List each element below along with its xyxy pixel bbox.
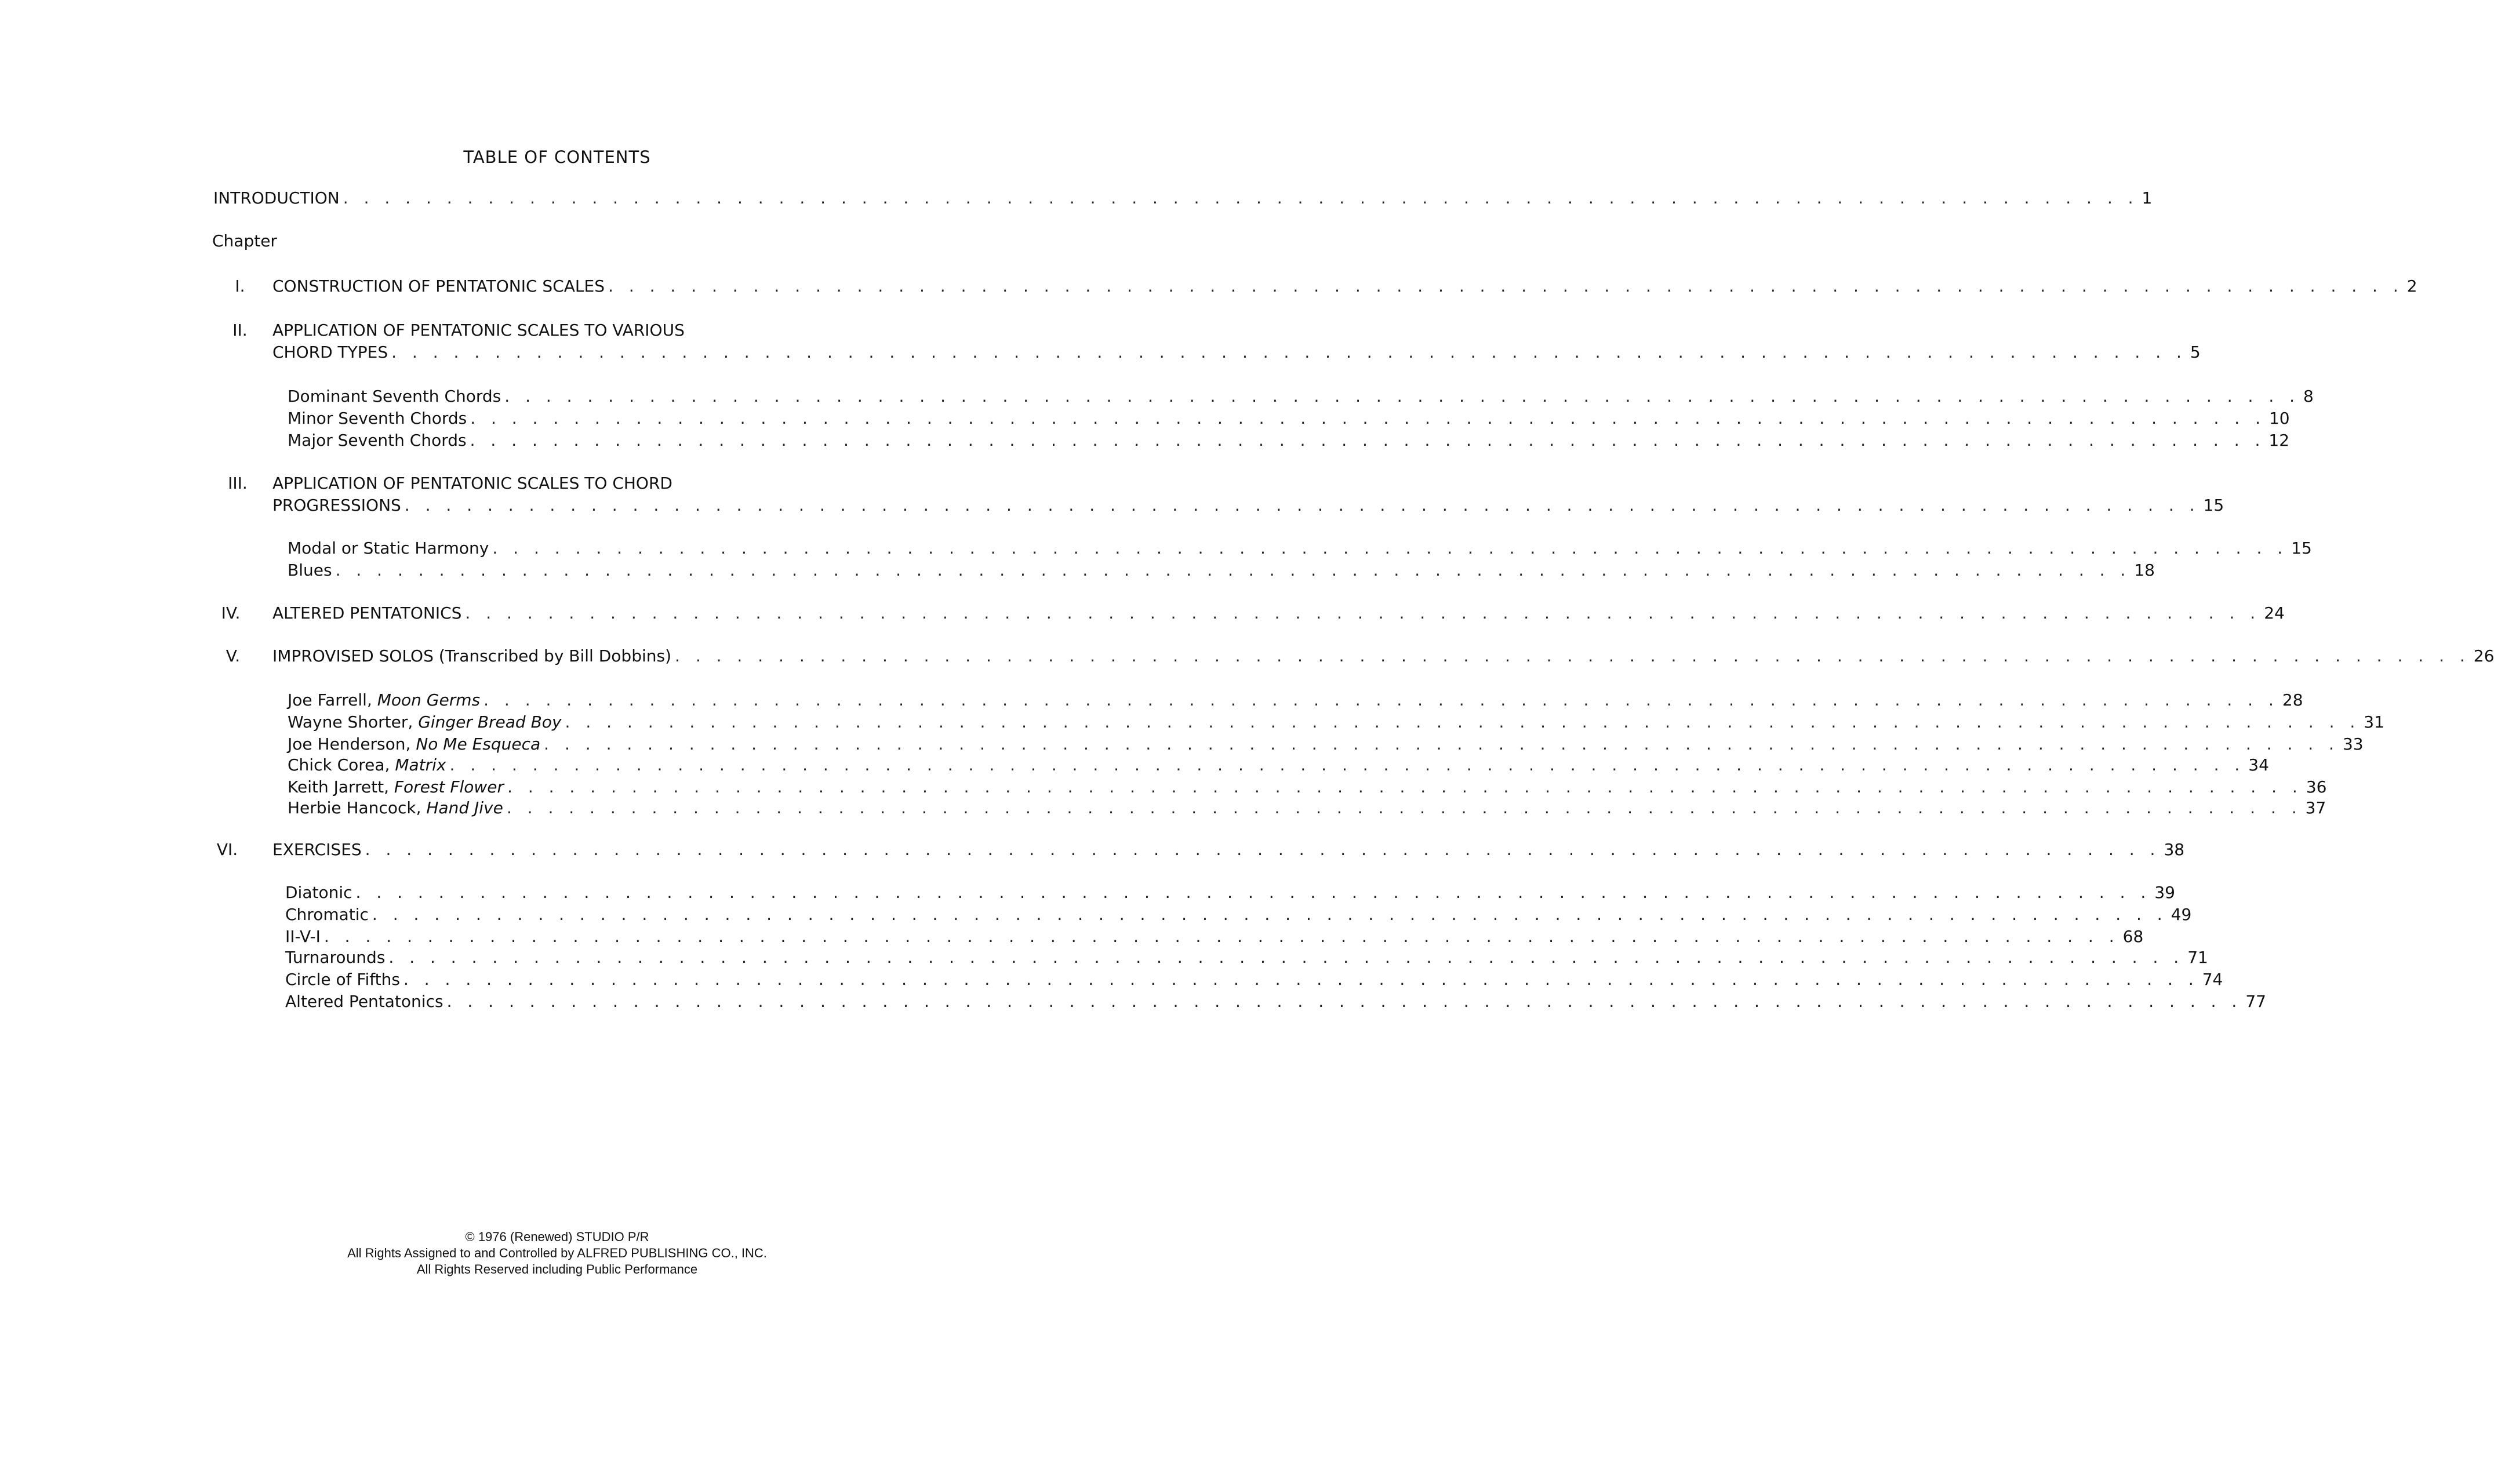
toc-solo-entry (288, 690, 2303, 711)
entry-page: 28 (2282, 690, 2303, 710)
entry-title: Major Seventh Chords (288, 431, 467, 450)
toc-subentry (288, 408, 2290, 429)
chapter-numeral: IV. (221, 603, 241, 623)
toc-subentry (288, 560, 2155, 581)
dot-leader: . . . . . . . . . . . . . . . . . . . . . . . . . . . . . . . . . . . . . . . . . . . . . . . . . . . . . . . . . . . . . . . . . . . . . . . . . . . . . . . . . . . . . . . (335, 561, 2131, 580)
dot-leader: . . . . . . . . . . . . . . . . . . . . . . . . . . . . . . . . . . . . . . . . . . . . . . . . . . . . . . . . . . . . . . . . . . . . . . . . . . . . . . . . . . . . . . . (404, 496, 2200, 515)
toc-subentry (285, 926, 2144, 947)
chapter-title-line: APPLICATION OF PENTATONIC SCALES TO CHORD (272, 474, 672, 493)
toc-entry-chapter-3 (272, 495, 2224, 516)
entry-title: Diatonic (285, 883, 352, 902)
dot-leader: . . . . . . . . . . . . . . . . . . . . . . . . . . . . . . . . . . . . . . . . . . . . . . . . . . . . . . . . . . . . . . . . . . . . . . . . . . . . . . . . . . . . . . . (504, 387, 2300, 406)
toc-entry-chapter-5 (272, 646, 2494, 667)
entry-title: EXERCISES (272, 840, 362, 859)
entry-title (288, 734, 540, 755)
rights-reserved-line: All Rights Reserved including Public Performance (416, 1262, 698, 1276)
dot-leader: . . . . . . . . . . . . . . . . . . . . . . . . . . . . . . . . . . . . . . . . . . . . . . . . . . . . . . . . . . . . . . . . . . . . . . . . . . . . . . . . . . . . . . . (465, 603, 2261, 623)
page-title: TABLE OF CONTENTS (463, 147, 651, 167)
artist-name: Keith Jarrett, (288, 777, 394, 796)
toc-entry-chapter-6 (272, 839, 2185, 860)
dot-leader: . . . . . . . . . . . . . . . . . . . . . . . . . . . . . . . . . . . . . . . . . . . . . . . . . . . . . . . . . . . . . . . . . . . . . . . . . . . . . . . . . . . . . . . (565, 712, 2361, 732)
entry-title (288, 690, 480, 711)
dot-leader: . . . . . . . . . . . . . . . . . . . . . . . . . . . . . . . . . . . . . . . . . . . . . . . . . . . . . . . . . . . . . . . . . . . . . . . . . . . . . . . . . . . . . . . (388, 948, 2184, 967)
entry-title: Modal or Static Harmony (288, 539, 489, 558)
dot-leader: . . . . . . . . . . . . . . . . . . . . . . . . . . . . . . . . . . . . . . . . . . . . . . . . . . . . . . . . . . . . . . . . . . . . . . . . . . . . . . . . . . . . . . . (372, 905, 2168, 924)
toc-solo-entry (288, 712, 2384, 733)
toc-subentry (285, 969, 2223, 990)
copyright-footer (0, 1229, 1114, 1278)
toc-subentry (285, 904, 2192, 925)
dot-leader: . . . . . . . . . . . . . . . . . . . . . . . . . . . . . . . . . . . . . . . . . . . . . . . . . . . . . . . . . . . . . . . . . . . . . . . . . . . . . . . . . . . . . . . (323, 927, 2119, 946)
artist-name: Chick Corea, (288, 755, 395, 774)
toc-solo-entry (288, 777, 2327, 798)
entry-page: 36 (2306, 777, 2327, 796)
dot-leader: . . . . . . . . . . . . . . . . . . . . . . . . . . . . . . . . . . . . . . . . . . . . . . . . . . . . . . . . . . . . . . . . . . . . . . . . . . . . . . . . . . . . . . . (675, 646, 2470, 665)
entry-title: Dominant Seventh Chords (288, 387, 501, 406)
chapter-numeral: II. (232, 321, 248, 340)
chapter-heading: Chapter (212, 231, 277, 250)
entry-page: 34 (2248, 755, 2269, 774)
entry-page: 33 (2342, 734, 2364, 754)
toc-solo-entry (288, 734, 2364, 755)
dot-leader: . . . . . . . . . . . . . . . . . . . . . . . . . . . . . . . . . . . . . . . . . . . . . . . . . . . . . . . . . . . . . . . . . . . . . . . . . . . . . . . . . . . . . . . (470, 409, 2266, 428)
dot-leader: . . . . . . . . . . . . . . . . . . . . . . . . . . . . . . . . . . . . . . . . . . . . . . . . . . . . . . . . . . . . . . . . . . . . . . . . . . . . . . . . . . . . . . . (506, 798, 2302, 817)
chapter-numeral: V. (226, 646, 241, 665)
artist-name: Joe Farrell, (288, 690, 377, 710)
entry-title (288, 777, 504, 798)
tune-title: Forest Flower (394, 777, 504, 796)
artist-name: Herbie Hancock, (288, 798, 427, 817)
entry-title: INTRODUCTION (213, 188, 340, 208)
dot-leader: . . . . . . . . . . . . . . . . . . . . . . . . . . . . . . . . . . . . . . . . . . . . . . . . . . . . . . . . . . . . . . . . . . . . . . . . . . . . . . . . . . . . . . . (492, 539, 2288, 558)
dot-leader: . . . . . . . . . . . . . . . . . . . . . . . . . . . . . . . . . . . . . . . . . . . . . . . . . . . . . . . . . . . . . . . . . . . . . . . . . . . . . . . . . . . . . . . (391, 343, 2187, 362)
entry-title: Turnarounds (285, 948, 386, 967)
entry-title: Minor Seventh Chords (288, 409, 467, 428)
entry-page: 8 (2303, 387, 2314, 406)
entry-page: 18 (2134, 561, 2155, 580)
toc-subentry (288, 386, 2314, 407)
entry-page: 15 (2203, 496, 2224, 515)
entry-page: 37 (2305, 798, 2326, 817)
entry-title: CHORD TYPES (272, 343, 388, 362)
copyright-line: © 1976 (Renewed) STUDIO P/R (465, 1230, 649, 1244)
toc-subentry (285, 882, 2175, 903)
entry-page: 74 (2202, 970, 2223, 989)
entry-page: 31 (2364, 712, 2384, 732)
entry-title: Altered Pentatonics (285, 992, 443, 1011)
dot-leader: . . . . . . . . . . . . . . . . . . . . . . . . . . . . . . . . . . . . . . . . . . . . . . . . . . . . . . . . . . . . . . . . . . . . . . . . . . . . . . . . . . . . . . . (343, 188, 2139, 208)
entry-title: Circle of Fifths (285, 970, 400, 989)
dot-leader: . . . . . . . . . . . . . . . . . . . . . . . . . . . . . . . . . . . . . . . . . . . . . . . . . . . . . . . . . . . . . . . . . . . . . . . . . . . . . . . . . . . . . . . (470, 431, 2266, 450)
entry-page: 49 (2171, 905, 2192, 924)
dot-leader: . . . . . . . . . . . . . . . . . . . . . . . . . . . . . . . . . . . . . . . . . . . . . . . . . . . . . . . . . . . . . . . . . . . . . . . . . . . . . . . . . . . . . . . (449, 755, 2245, 774)
entry-page: 12 (2268, 431, 2290, 450)
dot-leader: . . . . . . . . . . . . . . . . . . . . . . . . . . . . . . . . . . . . . . . . . . . . . . . . . . . . . . . . . . . . . . . . . . . . . . . . . . . . . . . . . . . . . . . (483, 690, 2279, 710)
toc-solo-entry (288, 798, 2326, 819)
toc-entry-chapter-1 (272, 276, 2417, 297)
chapter-numeral: I. (235, 277, 245, 296)
entry-page: 39 (2154, 883, 2175, 902)
toc-subentry (285, 947, 2208, 968)
entry-title (288, 755, 446, 776)
toc-entry-introduction (213, 188, 2153, 209)
dot-leader: . . . . . . . . . . . . . . . . . . . . . . . . . . . . . . . . . . . . . . . . . . . . . . . . . . . . . . . . . . . . . . . . . . . . . . . . . . . . . . . . . . . . . . . (355, 883, 2151, 902)
entry-page: 1 (2142, 188, 2153, 208)
entry-page: 2 (2406, 277, 2417, 296)
entry-title: CONSTRUCTION OF PENTATONIC SCALES (272, 277, 605, 296)
dot-leader: . . . . . . . . . . . . . . . . . . . . . . . . . . . . . . . . . . . . . . . . . . . . . . . . . . . . . . . . . . . . . . . . . . . . . . . . . . . . . . . . . . . . . . . (608, 277, 2404, 296)
entry-page: 26 (2473, 646, 2494, 665)
artist-name: Joe Henderson, (288, 734, 416, 754)
tune-title: Ginger Bread Boy (418, 712, 562, 732)
chapter-title-line: APPLICATION OF PENTATONIC SCALES TO VARIOUS (272, 321, 685, 340)
entry-title: Chromatic (285, 905, 369, 924)
chapter-numeral: III. (228, 474, 248, 493)
chapter-numeral: VI. (216, 840, 238, 859)
artist-name: Wayne Shorter, (288, 712, 419, 732)
toc-subentry (288, 430, 2290, 451)
toc-subentry (285, 991, 2266, 1012)
tune-title: Hand Jive (426, 798, 503, 817)
dot-leader: . . . . . . . . . . . . . . . . . . . . . . . . . . . . . . . . . . . . . . . . . . . . . . . . . . . . . . . . . . . . . . . . . . . . . . . . . . . . . . . . . . . . . . . (446, 992, 2242, 1011)
entry-page: 68 (2122, 927, 2144, 946)
entry-page: 24 (2264, 603, 2285, 623)
entry-title: II-V-I (285, 927, 321, 946)
entry-title: ALTERED PENTATONICS (272, 603, 462, 623)
entry-title (288, 798, 503, 819)
toc-solo-entry (288, 755, 2269, 776)
entry-page: 38 (2164, 840, 2185, 859)
entry-title: PROGRESSIONS (272, 496, 401, 515)
entry-page: 15 (2291, 539, 2312, 558)
entry-page: 71 (2187, 948, 2208, 967)
entry-title: Blues (288, 561, 332, 580)
dot-leader: . . . . . . . . . . . . . . . . . . . . . . . . . . . . . . . . . . . . . . . . . . . . . . . . . . . . . . . . . . . . . . . . . . . . . . . . . . . . . . . . . . . . . . . (365, 840, 2161, 859)
entry-title: IMPROVISED SOLOS (Transcribed by Bill Dobbins) (272, 646, 672, 665)
entry-page: 10 (2268, 409, 2290, 428)
entry-page: 5 (2190, 343, 2201, 362)
entry-title (288, 712, 562, 733)
rights-assigned-line: All Rights Assigned to and Controlled by ALFRED PUBLISHING CO., INC. (347, 1246, 767, 1260)
tune-title: Matrix (395, 755, 446, 774)
entry-page: 77 (2245, 992, 2266, 1011)
toc-subentry (288, 538, 2312, 559)
tune-title: Moon Germs (377, 690, 481, 710)
dot-leader: . . . . . . . . . . . . . . . . . . . . . . . . . . . . . . . . . . . . . . . . . . . . . . . . . . . . . . . . . . . . . . . . . . . . . . . . . . . . . . . . . . . . . . . (507, 777, 2303, 796)
dot-leader: . . . . . . . . . . . . . . . . . . . . . . . . . . . . . . . . . . . . . . . . . . . . . . . . . . . . . . . . . . . . . . . . . . . . . . . . . . . . . . . . . . . . . . . (403, 970, 2199, 989)
dot-leader: . . . . . . . . . . . . . . . . . . . . . . . . . . . . . . . . . . . . . . . . . . . . . . . . . . . . . . . . . . . . . . . . . . . . . . . . . . . . . . . . . . . . . . . (544, 734, 2339, 754)
toc-entry-chapter-4 (272, 603, 2285, 624)
tune-title: No Me Esqueca (416, 734, 541, 754)
toc-entry-chapter-2 (272, 342, 2201, 363)
